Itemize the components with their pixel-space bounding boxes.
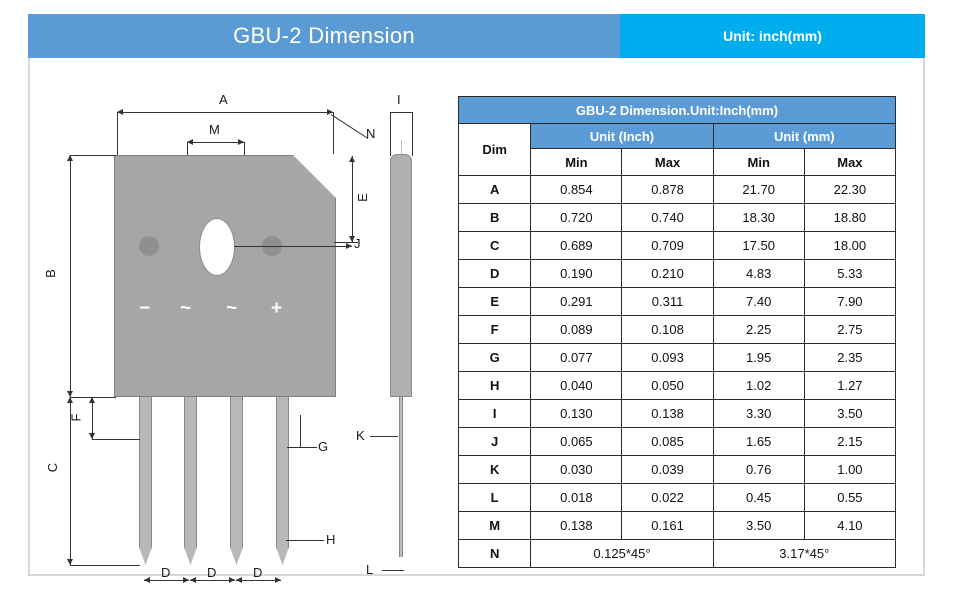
dim-f-ext [92,439,140,440]
terminal-marking-minus: − [139,298,151,319]
cell-mm-min: 4.83 [713,260,804,288]
dim-a-line [117,112,333,113]
cell-inch-min: 0.040 [531,372,622,400]
lead-4-tip [276,547,289,565]
group-header-mm: Unit (mm) [713,124,895,149]
table-row [459,204,896,232]
dim-label-m: M [209,122,220,137]
cell-mm-max: 2.15 [804,428,895,456]
lead-3 [230,397,243,547]
cell-inch-max: 0.093 [622,344,713,372]
column-header-inch-min: Min [531,149,622,176]
dim-d2-arrow-left [190,577,196,583]
cell-inch-min: 0.077 [531,344,622,372]
dim-label-b: B [42,269,58,278]
cell-inch-min: 0.291 [531,288,622,316]
side-view-body [390,154,412,397]
cell-dim: E [459,288,531,316]
cell-mm-min: 3.50 [713,512,804,540]
cell-mm-min: 7.40 [713,288,804,316]
cell-mm-max: 18.00 [804,232,895,260]
cell-dim: J [459,428,531,456]
cell-mm-min: 2.25 [713,316,804,344]
dim-label-d2: D [207,565,217,580]
dim-f-arrow-up [89,397,95,403]
dim-d3-arrow-right [275,577,281,583]
body-dot-left [139,236,159,256]
dim-a-ext-right [333,112,334,156]
dim-e-line [352,156,353,242]
dim-d1-arrow-right [183,577,189,583]
cell-inch-min: 0.130 [531,400,622,428]
cell-dim: C [459,232,531,260]
dim-b-ext-top [70,155,116,156]
cell-inch-min: 0.065 [531,428,622,456]
dim-b-line [70,155,71,397]
dim-d1-arrow-left [144,577,150,583]
cell-inch-max: 0.161 [622,512,713,540]
cell-mm-max: 22.30 [804,176,895,204]
cell-dim: N [459,540,531,568]
dim-g-line [287,447,317,448]
cell-inch-max: 0.108 [622,316,713,344]
dim-d3-arrow-left [236,577,242,583]
page-title: GBU-2 Dimension [28,14,620,58]
dim-j-line [234,246,352,247]
cell-inch-max: 0.311 [622,288,713,316]
cell-dim: F [459,316,531,344]
dim-l-line [382,570,404,571]
dim-i-line [390,112,412,113]
dim-label-f: F [68,413,84,422]
dim-label-g: G [318,439,329,454]
cell-mm-max: 2.75 [804,316,895,344]
cell-inch-min: 0.030 [531,456,622,484]
cell-mm-max: 5.33 [804,260,895,288]
table-row [459,232,896,260]
dim-label-c: C [45,462,61,473]
cell-dim: L [459,484,531,512]
table-row-chamfer [459,540,896,568]
dim-i-ext-right [412,112,413,156]
lead-2 [184,397,197,547]
cell-inch-max: 0.050 [622,372,713,400]
cell-inch-max: 0.709 [622,232,713,260]
column-header-dim: Dim [459,124,531,176]
cell-dim: B [459,204,531,232]
cell-inch-min: 0.854 [531,176,622,204]
cell-inch-min: 0.190 [531,260,622,288]
cell-mm-min: 17.50 [713,232,804,260]
dim-label-a: A [219,92,228,107]
table-row [459,428,896,456]
dim-m-line [187,142,244,143]
cell-inch-max: 0.740 [622,204,713,232]
header-bar [28,14,925,58]
column-header-mm-min: Min [713,149,804,176]
column-header-inch-max: Max [622,149,713,176]
dim-label-n: N [366,126,376,141]
cell-inch-max: 0.022 [622,484,713,512]
cell-mm-span: 3.17*45° [713,540,895,568]
cell-mm-min: 0.45 [713,484,804,512]
unit-badge: Unit: inch(mm) [620,14,925,58]
cell-mm-min: 0.76 [713,456,804,484]
dim-n-leader [331,114,368,139]
dim-label-d3: D [253,565,263,580]
terminal-marking-ac2: ~ [226,298,238,319]
dim-label-e: E [354,193,370,202]
dim-label-j: J [354,236,361,251]
cell-mm-min: 1.65 [713,428,804,456]
cell-dim: I [459,400,531,428]
dim-k-line [370,436,398,437]
cell-mm-min: 1.02 [713,372,804,400]
table-row [459,288,896,316]
lead-3-tip [230,547,243,565]
cell-inch-min: 0.689 [531,232,622,260]
dim-c-arrow-up [67,397,73,403]
package-drawing [34,70,454,580]
cell-dim: K [459,456,531,484]
cell-inch-min: 0.018 [531,484,622,512]
terminal-marking-ac1: ~ [180,298,192,319]
column-header-mm-max: Max [804,149,895,176]
package-body [114,155,336,397]
table-title: GBU-2 Dimension.Unit:Inch(mm) [459,97,896,124]
table-row [459,260,896,288]
cell-mm-min: 3.30 [713,400,804,428]
cell-inch-max: 0.878 [622,176,713,204]
lead-1-tip [139,547,152,565]
cell-inch-min: 0.138 [531,512,622,540]
table-row [459,316,896,344]
table-row [459,484,896,512]
table-row [459,372,896,400]
dim-label-i: I [397,92,401,107]
cell-dim: D [459,260,531,288]
cell-mm-min: 18.30 [713,204,804,232]
dimension-table [458,96,896,568]
dimension-table-body [459,176,896,568]
group-header-inch: Unit (Inch) [531,124,713,149]
dim-label-l: L [366,562,374,577]
lead-4 [276,397,289,547]
dim-e-arrow-up [349,156,355,162]
cell-mm-max: 3.50 [804,400,895,428]
cell-mm-max: 4.10 [804,512,895,540]
dim-a-ext-left [117,112,118,156]
dim-c-ext-bottom [70,565,140,566]
cell-mm-max: 1.27 [804,372,895,400]
cell-inch-min: 0.089 [531,316,622,344]
table-title-row [459,97,896,124]
cell-mm-min: 21.70 [713,176,804,204]
side-view-lead [399,397,403,557]
cell-inch-span: 0.125*45° [531,540,713,568]
lead-1 [139,397,152,547]
cell-mm-max: 1.00 [804,456,895,484]
mounting-hole [199,218,235,276]
dim-label-d1: D [161,565,171,580]
cell-mm-min: 1.95 [713,344,804,372]
cell-mm-max: 18.80 [804,204,895,232]
table-row [459,456,896,484]
dim-c-line [70,397,71,565]
cell-dim: A [459,176,531,204]
dim-h-line [286,540,324,541]
cell-inch-max: 0.039 [622,456,713,484]
cell-mm-max: 0.55 [804,484,895,512]
dimension-table-wrapper [458,96,896,568]
cell-mm-max: 2.35 [804,344,895,372]
lead-2-tip [184,547,197,565]
cell-inch-max: 0.138 [622,400,713,428]
dim-label-h: H [326,532,336,547]
cell-mm-max: 7.90 [804,288,895,316]
dim-d2-arrow-right [229,577,235,583]
cell-inch-min: 0.720 [531,204,622,232]
dim-j-arrow-right [346,243,352,249]
table-group-header-row [459,124,896,149]
cell-inch-max: 0.210 [622,260,713,288]
table-row [459,176,896,204]
table-row [459,512,896,540]
table-row [459,400,896,428]
dim-g-ext-v [300,415,301,447]
cell-inch-max: 0.085 [622,428,713,456]
cell-dim: H [459,372,531,400]
terminal-marking-plus: + [271,298,283,319]
dim-label-k: K [356,428,365,443]
table-row [459,344,896,372]
cell-dim: G [459,344,531,372]
dim-i-ext-left [390,112,391,156]
cell-dim: M [459,512,531,540]
